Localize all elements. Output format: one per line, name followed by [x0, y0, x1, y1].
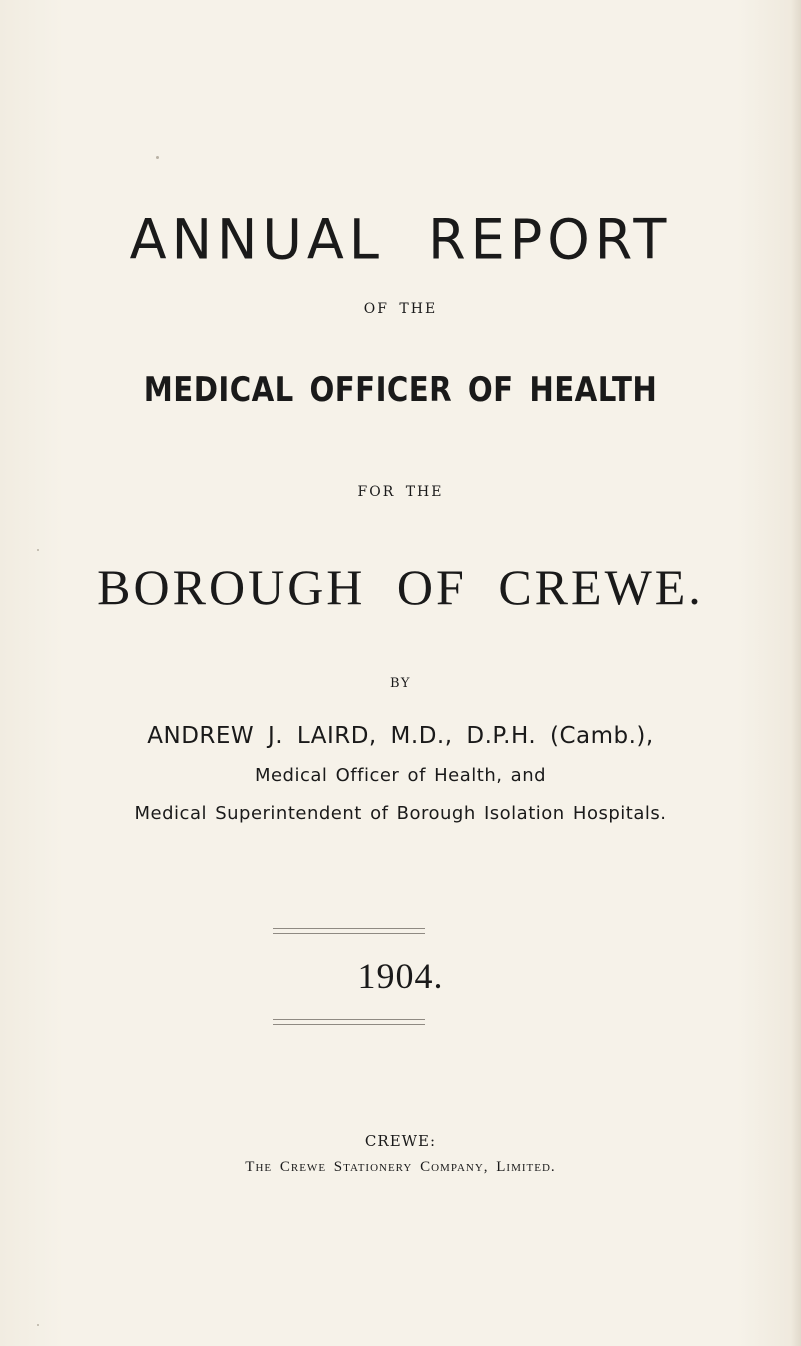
- page-edge-shadow: [791, 0, 801, 1346]
- paper-speck: [37, 1324, 39, 1326]
- author-name: ANDREW J. LAIRD, M.D., D.P.H. (Camb.),: [147, 723, 654, 749]
- author-role-line-2: Medical Superintendent of Borough Isolation Hospitals.: [134, 803, 667, 824]
- year-rule-bottom: [273, 1019, 425, 1025]
- paper-speck: [156, 156, 159, 159]
- imprint-publisher: The Crewe Stationery Company, Limited.: [245, 1159, 556, 1175]
- report-year: 1904.: [357, 956, 444, 996]
- report-title: ANNUAL REPORT: [129, 207, 672, 272]
- borough-heading: BOROUGH OF CREWE.: [97, 559, 704, 615]
- year-rule-top: [273, 928, 425, 934]
- subject-heading: MEDICAL OFFICER OF HEALTH: [143, 370, 658, 410]
- author-role-line-1: Medical Officer of Health, and: [254, 765, 547, 786]
- imprint-place: CREWE:: [364, 1132, 437, 1150]
- paper-speck: [37, 549, 39, 551]
- by-text: BY: [390, 676, 411, 691]
- for-the-text: FOR THE: [357, 484, 444, 500]
- of-the-text: OF THE: [363, 301, 438, 317]
